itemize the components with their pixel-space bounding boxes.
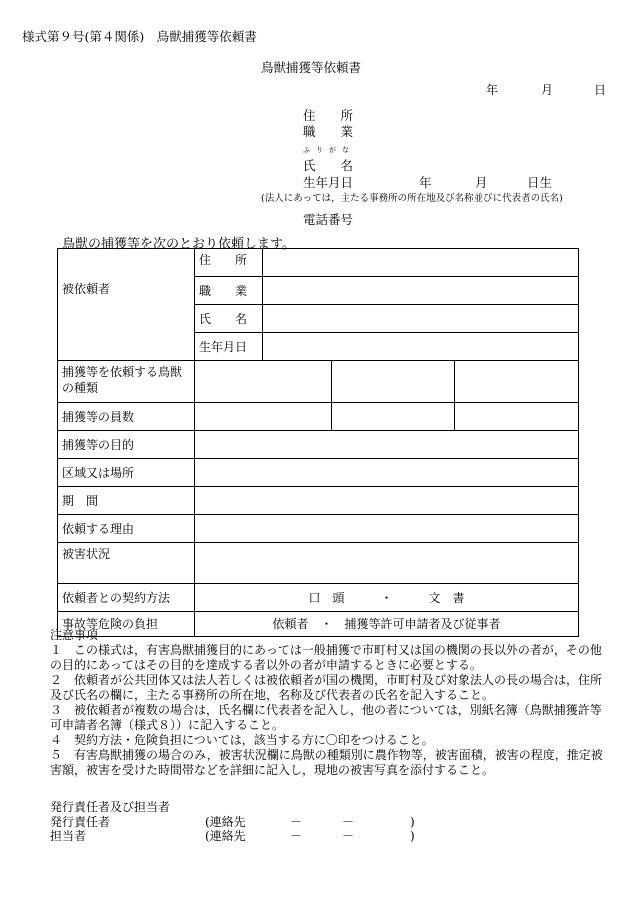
applicant-name-label: 氏 名 bbox=[303, 158, 354, 173]
staff-label: 担当者 bbox=[50, 829, 87, 843]
staff-dash-1: － bbox=[290, 829, 303, 843]
period-label: 期 間 bbox=[58, 487, 195, 515]
purpose-label: 捕獲等の目的 bbox=[58, 431, 195, 459]
requestee-name-field[interactable] bbox=[263, 305, 579, 333]
requestee-name-label: 氏 名 bbox=[195, 305, 263, 333]
damage-label: 被害状況 bbox=[58, 543, 195, 584]
applicant-birth-year: 年 bbox=[419, 175, 432, 190]
requestee-birth-field[interactable] bbox=[263, 333, 579, 361]
accident-options[interactable]: 依頼者 ・ 捕獲等許可申請者及び従事者 bbox=[195, 612, 579, 637]
requestee-address-label: 住 所 bbox=[195, 249, 263, 277]
notes-section bbox=[50, 628, 610, 778]
accident-label: 事故等危険の負担 bbox=[58, 612, 195, 637]
issuer-heading: 発行責任者及び担当者 bbox=[50, 800, 171, 814]
date-day: 日 bbox=[594, 83, 607, 97]
species-label: 捕獲等を依頼する鳥獣の種類 bbox=[58, 361, 195, 403]
issuer-section bbox=[50, 800, 470, 844]
note-item-4: ４ 契約方法・危険負担については，該当する方に〇印をつけること。 bbox=[50, 733, 434, 747]
requestee-address-field[interactable] bbox=[263, 249, 579, 277]
note-item-2: ２ 依頼者が公共団体又は法人若しくは被依頼者が国の機関，市町村及び対象法人の長の場合は，住所及び氏名の欄に，主たる事務所の所在地，名称及び代表者の氏名を記入すること。 bbox=[50, 673, 603, 702]
issuer-dash-1: － bbox=[290, 814, 303, 829]
staff-contact-label: (連絡先 bbox=[205, 829, 246, 843]
applicant-birth-month: 月 bbox=[475, 175, 488, 190]
note-item-5: ５ 有害鳥獣捕獲の場合のみ，被害状況欄に鳥獣の種類別に農作物等，被害面積，被害の程度，推定被害額，被害を受けた時間帯などを詳細に記入し，現地の被害写真を添付すること。 bbox=[50, 748, 603, 777]
request-table bbox=[57, 248, 579, 637]
contract-options[interactable]: 口 頭 ・ 文 書 bbox=[195, 584, 579, 612]
issuer-row bbox=[50, 815, 470, 830]
period-field[interactable] bbox=[195, 487, 579, 515]
staff-row bbox=[50, 829, 470, 844]
furigana-label: ふりがな bbox=[303, 146, 355, 154]
species-field-2[interactable] bbox=[332, 361, 455, 403]
area-field[interactable] bbox=[195, 459, 579, 487]
count-field-2[interactable] bbox=[332, 403, 455, 431]
applicant-birth-day: 日生 bbox=[527, 175, 553, 190]
count-field-1[interactable] bbox=[195, 403, 332, 431]
area-label: 区域又は場所 bbox=[58, 459, 195, 487]
reason-label: 依頼する理由 bbox=[58, 515, 195, 543]
staff-dash-2: － bbox=[342, 829, 355, 843]
species-field-1[interactable] bbox=[195, 361, 332, 403]
requestee-occupation-field[interactable] bbox=[263, 277, 579, 305]
applicant-phone-label: 電話番号 bbox=[303, 212, 354, 227]
species-field-3[interactable] bbox=[455, 361, 579, 403]
date-year: 年 bbox=[486, 83, 499, 97]
requestee-label: 被依頼者 bbox=[58, 249, 195, 361]
document-title: 鳥獣捕獲等依頼書 bbox=[261, 60, 362, 75]
corporation-note: (法人にあっては，主たる事務所の所在地及び名称並びに代表者の氏名) bbox=[261, 193, 563, 204]
applicant-occupation-label: 職 業 bbox=[303, 124, 354, 139]
contract-label: 依頼者との契約方法 bbox=[58, 584, 195, 612]
applicant-birth-label: 生年月日 bbox=[303, 175, 354, 190]
issuer-close-paren: ) bbox=[410, 814, 415, 829]
damage-field[interactable] bbox=[195, 543, 579, 584]
requestee-occupation-label: 職 業 bbox=[195, 277, 263, 305]
count-label: 捕獲等の員数 bbox=[58, 403, 195, 431]
note-item-1: １ この様式は，有害鳥獣捕獲目的にあっては一般捕獲で市町村又は国の機関の長以外の者が，その他の目的にあってはその目的を達成する者以外の者が申請するときに必要とする。 bbox=[50, 643, 602, 672]
reason-field[interactable] bbox=[195, 515, 579, 543]
issuer-dash-2: － bbox=[342, 814, 355, 829]
note-item-3: ３ 被依頼者が複数の場合は，氏名欄に代表者を記入し，他の者については，別紙名簿（鳥獣捕獲許等可申請者名簿（様式８））に記入すること。 bbox=[50, 703, 602, 732]
purpose-field[interactable] bbox=[195, 431, 579, 459]
staff-close-paren: ) bbox=[410, 829, 415, 843]
requestee-birth-label: 生年月日 bbox=[195, 333, 263, 361]
applicant-address-label: 住 所 bbox=[303, 108, 354, 123]
issuer-contact-label: (連絡先 bbox=[205, 814, 246, 829]
date-month: 月 bbox=[541, 83, 554, 97]
form-id: 様式第９号(第４関係) 鳥獣捕獲等依頼書 bbox=[22, 29, 257, 44]
notes-heading: 注意事項 bbox=[50, 628, 99, 642]
issuer-label: 発行責任者 bbox=[50, 814, 111, 829]
intro-text: 鳥獣の捕獲等を次のとおり依頼します。 bbox=[62, 237, 295, 252]
count-field-3[interactable] bbox=[455, 403, 579, 431]
